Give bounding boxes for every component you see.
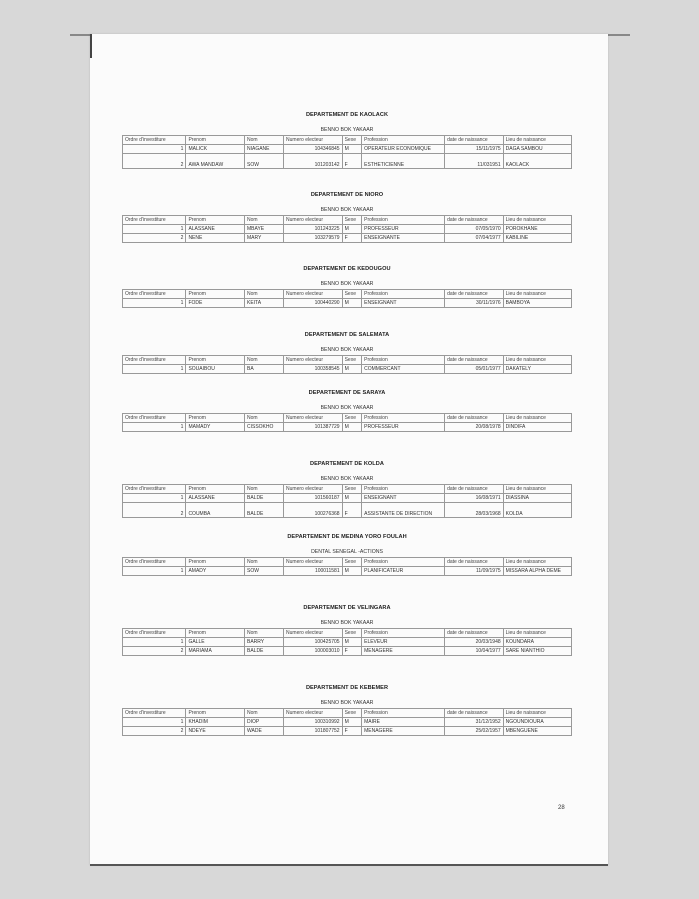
table-cell: 28/03/1968 <box>445 503 504 518</box>
column-header: Sexe <box>342 558 362 567</box>
party-name: DENTAL SENEGAL -ACTIONS <box>311 549 383 555</box>
column-header: date de naissance <box>445 290 504 299</box>
table-cell: FODE <box>186 299 245 308</box>
department-title: DEPARTEMENT DE SALEMATA <box>304 332 390 338</box>
column-header: Sexe <box>342 485 362 494</box>
table-cell: MALICK <box>186 145 245 154</box>
column-header: Ordre d'investiture <box>123 216 186 225</box>
column-header: Prenom <box>186 709 245 718</box>
column-header: Prenom <box>186 629 245 638</box>
table-cell: NENE <box>186 234 245 243</box>
column-header: Profession <box>362 485 445 494</box>
department-section <box>122 266 572 308</box>
table-cell: 10/04/1977 <box>445 647 504 656</box>
party-name: BENNO BOK YAKAAR <box>320 281 374 287</box>
table-cell: 1 <box>123 494 186 503</box>
table-cell: ASSISTANTE DE DIRECTION <box>362 503 445 518</box>
table-cell: 2 <box>123 234 186 243</box>
table-cell: 11/031951 <box>445 154 504 169</box>
column-header: Ordre d'investiture <box>123 356 186 365</box>
column-header: Profession <box>362 290 445 299</box>
department-section <box>122 332 572 374</box>
department-title: DEPARTEMENT DE MEDINA YORO FOULAH <box>287 534 407 540</box>
table-cell: 2 <box>123 727 186 736</box>
table-cell: MARY <box>245 234 284 243</box>
column-header: Prenom <box>186 136 245 145</box>
party-name: BENNO BOK YAKAAR <box>320 347 374 353</box>
column-header: Nom <box>245 136 284 145</box>
column-header: Prenom <box>186 485 245 494</box>
table-cell: KAOLACK <box>503 154 571 169</box>
table-row <box>123 234 572 243</box>
candidates-table <box>122 289 572 308</box>
table-cell: 2 <box>123 154 186 169</box>
column-header: Profession <box>362 629 445 638</box>
column-header: Profession <box>362 356 445 365</box>
table-cell: 100003010 <box>284 647 343 656</box>
table-cell: 101807752 <box>284 727 343 736</box>
table-cell: ENSEIGNANT <box>362 494 445 503</box>
column-header: Profession <box>362 136 445 145</box>
table-cell: 1 <box>123 423 186 432</box>
table-cell: COUMBA <box>186 503 245 518</box>
candidates-table <box>122 557 572 576</box>
page-number: 28 <box>558 805 565 811</box>
department-title: DEPARTEMENT DE KAOLACK <box>305 112 389 118</box>
candidates-table <box>122 484 572 518</box>
table-cell: 100358545 <box>284 365 343 374</box>
table-cell: PROFESSEUR <box>362 423 445 432</box>
table-cell: CISSOKHO <box>245 423 284 432</box>
table-cell: ALASSANE <box>186 225 245 234</box>
column-header: Lieu de naissance <box>503 629 571 638</box>
column-header: date de naissance <box>445 629 504 638</box>
table-cell: M <box>342 718 362 727</box>
table-cell: 101203142 <box>284 154 343 169</box>
table-cell: PLANIFICATEUR <box>362 567 445 576</box>
department-section <box>122 605 572 656</box>
table-cell: ENSEIGNANT <box>362 299 445 308</box>
column-header: Ordre d'investiture <box>123 485 186 494</box>
column-header: Lieu de naissance <box>503 136 571 145</box>
table-cell: DINDIFA <box>503 423 571 432</box>
table-cell: 101243225 <box>284 225 343 234</box>
column-header: date de naissance <box>445 136 504 145</box>
table-cell: 101387729 <box>284 423 343 432</box>
column-header: Ordre d'investiture <box>123 709 186 718</box>
column-header: Numero electeur <box>284 356 343 365</box>
party-name: BENNO BOK YAKAAR <box>320 127 374 133</box>
table-cell: KHADIM <box>186 718 245 727</box>
table-cell: 100276368 <box>284 503 343 518</box>
department-section <box>122 390 572 432</box>
column-header: Numero electeur <box>284 709 343 718</box>
table-row <box>123 365 572 374</box>
table-cell: F <box>342 234 362 243</box>
party-name: BENNO BOK YAKAAR <box>320 700 374 706</box>
column-header: Nom <box>245 216 284 225</box>
table-cell: SOW <box>245 567 284 576</box>
candidates-table <box>122 215 572 243</box>
table-cell: 100011581 <box>284 567 343 576</box>
department-title: DEPARTEMENT DE NIORO <box>310 192 384 198</box>
table-cell: BA <box>245 365 284 374</box>
column-header: Lieu de naissance <box>503 485 571 494</box>
table-cell: DAGA SAMBOU <box>503 145 571 154</box>
table-cell: 1 <box>123 145 186 154</box>
table-cell: 101560187 <box>284 494 343 503</box>
column-header: Numero electeur <box>284 216 343 225</box>
column-header: Sexe <box>342 356 362 365</box>
column-header: Prenom <box>186 414 245 423</box>
column-header: date de naissance <box>445 414 504 423</box>
table-header-row <box>123 356 572 365</box>
table-cell: F <box>342 154 362 169</box>
column-header: Lieu de naissance <box>503 216 571 225</box>
column-header: Prenom <box>186 558 245 567</box>
table-cell: 30/11/1976 <box>445 299 504 308</box>
table-header-row <box>123 709 572 718</box>
table-cell: BARRY <box>245 638 284 647</box>
column-header: date de naissance <box>445 356 504 365</box>
department-section <box>122 534 572 576</box>
table-cell: DAKATELY <box>503 365 571 374</box>
table-cell: 100425705 <box>284 638 343 647</box>
table-cell: 31/12/1952 <box>445 718 504 727</box>
table-cell: 1 <box>123 718 186 727</box>
table-cell: 11/09/1975 <box>445 567 504 576</box>
table-row <box>123 567 572 576</box>
table-cell: 1 <box>123 365 186 374</box>
column-header: Numero electeur <box>284 290 343 299</box>
department-section <box>122 461 572 518</box>
table-cell: KABILINE <box>503 234 571 243</box>
table-header-row <box>123 558 572 567</box>
table-cell: MAMADY <box>186 423 245 432</box>
table-cell: PROFESSEUR <box>362 225 445 234</box>
table-cell: F <box>342 647 362 656</box>
table-cell: M <box>342 145 362 154</box>
table-row <box>123 154 572 169</box>
table-row <box>123 494 572 503</box>
table-cell: M <box>342 299 362 308</box>
department-title: DEPARTEMENT DE KEDOUGOU <box>303 266 391 272</box>
candidates-table <box>122 135 572 169</box>
table-cell: M <box>342 567 362 576</box>
candidates-table <box>122 355 572 374</box>
table-row <box>123 225 572 234</box>
table-cell: ELEVEUR <box>362 638 445 647</box>
column-header: Ordre d'investiture <box>123 290 186 299</box>
table-row <box>123 718 572 727</box>
table-cell: M <box>342 638 362 647</box>
department-title: DEPARTEMENT DE VELINGARA <box>303 605 391 611</box>
column-header: Profession <box>362 558 445 567</box>
table-cell: 16/08/1971 <box>445 494 504 503</box>
table-cell: MARIAMA <box>186 647 245 656</box>
table-cell: COMMERCANT <box>362 365 445 374</box>
column-header: Numero electeur <box>284 558 343 567</box>
column-header: date de naissance <box>445 709 504 718</box>
table-cell: 2 <box>123 647 186 656</box>
table-cell: MENAGERE <box>362 727 445 736</box>
column-header: Sexe <box>342 290 362 299</box>
column-header: Nom <box>245 290 284 299</box>
table-cell: F <box>342 503 362 518</box>
table-header-row <box>123 136 572 145</box>
scan-edge-left <box>90 34 92 58</box>
table-cell: 104346845 <box>284 145 343 154</box>
table-cell: ENSEIGNANTE <box>362 234 445 243</box>
column-header: Ordre d'investiture <box>123 629 186 638</box>
column-header: Nom <box>245 558 284 567</box>
table-cell: F <box>342 727 362 736</box>
table-cell: BALDE <box>245 494 284 503</box>
table-cell: MISSARA ALPHA DEME <box>503 567 571 576</box>
table-cell: KOLDA <box>503 503 571 518</box>
department-title: DEPARTEMENT DE SARAYA <box>308 390 386 396</box>
table-cell: KEITA <box>245 299 284 308</box>
column-header: Lieu de naissance <box>503 709 571 718</box>
table-cell: 100440290 <box>284 299 343 308</box>
table-cell: M <box>342 365 362 374</box>
table-cell: KOUNDARA <box>503 638 571 647</box>
table-cell: M <box>342 494 362 503</box>
party-name: BENNO BOK YAKAAR <box>320 476 374 482</box>
table-cell: OPERATEUR ECONOMIQUE <box>362 145 445 154</box>
document-page <box>90 34 608 865</box>
table-cell: BAMBOYA <box>503 299 571 308</box>
candidates-table <box>122 413 572 432</box>
candidates-table <box>122 708 572 736</box>
table-cell: MBAYE <box>245 225 284 234</box>
column-header: Sexe <box>342 216 362 225</box>
table-cell: 1 <box>123 638 186 647</box>
table-cell: ESTHETICIENNE <box>362 154 445 169</box>
column-header: Prenom <box>186 290 245 299</box>
table-row <box>123 503 572 518</box>
column-header: Nom <box>245 629 284 638</box>
table-cell: M <box>342 423 362 432</box>
table-cell: 20/03/1948 <box>445 638 504 647</box>
department-title: DEPARTEMENT DE KEBEMER <box>305 685 389 691</box>
column-header: Lieu de naissance <box>503 290 571 299</box>
column-header: date de naissance <box>445 216 504 225</box>
column-header: Nom <box>245 356 284 365</box>
table-cell: DIOP <box>245 718 284 727</box>
department-title: DEPARTEMENT DE KOLDA <box>310 461 384 467</box>
table-cell: M <box>342 225 362 234</box>
column-header: Prenom <box>186 356 245 365</box>
table-cell: SOUAIBOU <box>186 365 245 374</box>
column-header: Lieu de naissance <box>503 558 571 567</box>
table-header-row <box>123 414 572 423</box>
column-header: Sexe <box>342 414 362 423</box>
table-cell: 1 <box>123 225 186 234</box>
table-cell: AWA MANDAW <box>186 154 245 169</box>
scan-edge-bottom <box>90 864 608 866</box>
candidates-table <box>122 628 572 656</box>
column-header: Sexe <box>342 136 362 145</box>
table-cell: WADE <box>245 727 284 736</box>
column-header: Nom <box>245 485 284 494</box>
column-header: Sexe <box>342 629 362 638</box>
table-cell: MAIRE <box>362 718 445 727</box>
column-header: Lieu de naissance <box>503 356 571 365</box>
column-header: Lieu de naissance <box>503 414 571 423</box>
column-header: Nom <box>245 414 284 423</box>
table-cell: SARE NIANTHIO <box>503 647 571 656</box>
table-cell: NDEYE <box>186 727 245 736</box>
column-header: Profession <box>362 414 445 423</box>
column-header: Ordre d'investiture <box>123 414 186 423</box>
column-header: Numero electeur <box>284 136 343 145</box>
table-cell: 1 <box>123 299 186 308</box>
table-cell: NIAGANE <box>245 145 284 154</box>
column-header: Ordre d'investiture <box>123 558 186 567</box>
table-row <box>123 727 572 736</box>
table-cell: 100310992 <box>284 718 343 727</box>
column-header: Numero electeur <box>284 485 343 494</box>
table-header-row <box>123 485 572 494</box>
table-cell: AMADY <box>186 567 245 576</box>
table-header-row <box>123 216 572 225</box>
table-cell: 07/05/1970 <box>445 225 504 234</box>
table-cell: DIASSINA <box>503 494 571 503</box>
party-name: BENNO BOK YAKAAR <box>320 620 374 626</box>
column-header: Numero electeur <box>284 629 343 638</box>
table-cell: 07/04/1977 <box>445 234 504 243</box>
table-header-row <box>123 290 572 299</box>
table-cell: 25/02/1957 <box>445 727 504 736</box>
table-cell: NGOUNDIOURA <box>503 718 571 727</box>
party-name: BENNO BOK YAKAAR <box>320 405 374 411</box>
table-cell: MBENGUENE <box>503 727 571 736</box>
column-header: Profession <box>362 709 445 718</box>
column-header: Profession <box>362 216 445 225</box>
department-section <box>122 112 572 169</box>
table-cell: MENAGERE <box>362 647 445 656</box>
department-section <box>122 685 572 736</box>
table-cell: 103279579 <box>284 234 343 243</box>
table-row <box>123 145 572 154</box>
table-row <box>123 647 572 656</box>
table-cell: 15/11/1975 <box>445 145 504 154</box>
column-header: Sexe <box>342 709 362 718</box>
department-section <box>122 192 572 243</box>
table-cell: BALDE <box>245 503 284 518</box>
table-cell: 05/01/1977 <box>445 365 504 374</box>
table-cell: GALLE <box>186 638 245 647</box>
table-cell: 20/08/1978 <box>445 423 504 432</box>
column-header: date de naissance <box>445 485 504 494</box>
table-row <box>123 299 572 308</box>
table-header-row <box>123 629 572 638</box>
table-row <box>123 423 572 432</box>
column-header: date de naissance <box>445 558 504 567</box>
table-row <box>123 638 572 647</box>
table-cell: 2 <box>123 503 186 518</box>
column-header: Nom <box>245 709 284 718</box>
table-cell: BALDE <box>245 647 284 656</box>
column-header: Numero electeur <box>284 414 343 423</box>
table-cell: 1 <box>123 567 186 576</box>
table-cell: POROKHANE <box>503 225 571 234</box>
column-header: Prenom <box>186 216 245 225</box>
table-cell: ALASSANE <box>186 494 245 503</box>
party-name: BENNO BOK YAKAAR <box>320 207 374 213</box>
column-header: Ordre d'investiture <box>123 136 186 145</box>
table-cell: SOW <box>245 154 284 169</box>
